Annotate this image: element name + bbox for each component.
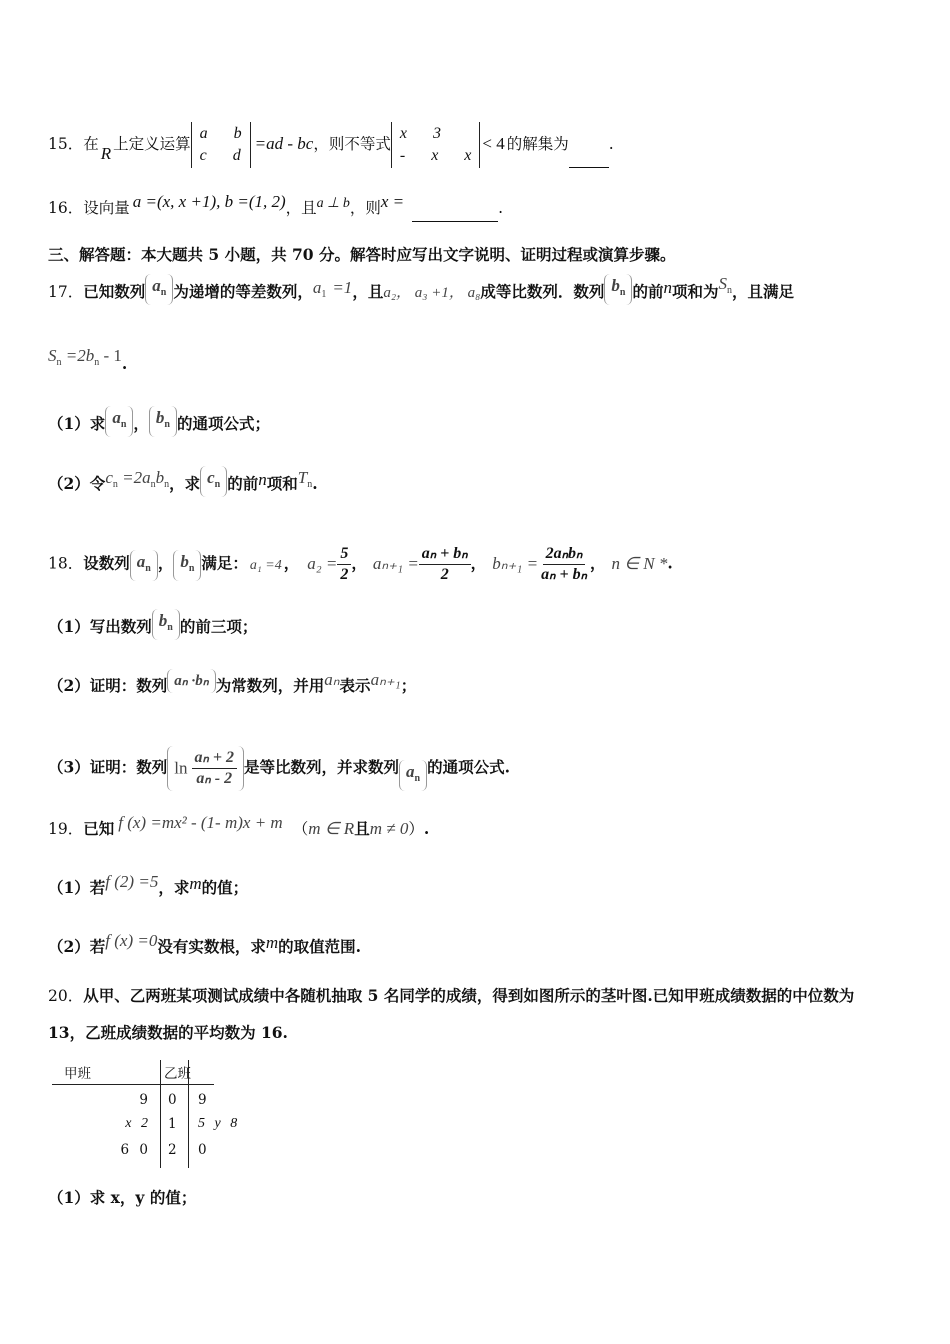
question-19: 19．已知 f (x) =mx² - (1- m)x + m （m ∈ R且m ≠ 0）.	[48, 813, 430, 838]
q15-determinant-1: a b c d	[191, 122, 251, 168]
stem-leaf-table	[52, 1060, 238, 1170]
q16-number: 16．	[48, 199, 84, 217]
q16-answer-blank[interactable]	[412, 203, 498, 222]
q15-text-1: 在	[83, 135, 99, 153]
q15-determinant-2: x 3 - x x	[391, 122, 481, 168]
q15-inequality: < 4	[482, 134, 505, 153]
q19-part-1: （1）若f (2) =5，求m的值；	[48, 872, 249, 897]
q17-Sn: $S_n$	[718, 274, 732, 296]
q17-text-7: ，且满足	[731, 282, 794, 301]
table-row-0-stem: 0	[168, 1092, 177, 1108]
q16-text-3: ，则	[349, 199, 381, 217]
q15-text-2: 上定义运算	[113, 135, 191, 153]
q15-text-4: 的解集为	[506, 135, 569, 153]
q16-perp: a ⊥ b	[316, 196, 350, 211]
q18-part-1: （1）写出数列 $b_n$ 的前三项；	[48, 615, 257, 646]
question-16	[48, 192, 504, 222]
q15-answer-blank[interactable]	[569, 149, 609, 168]
q17-n: n	[663, 278, 672, 297]
q17-text-4: 成等比数列．数列	[480, 282, 605, 301]
table-row-1-stem: 1	[168, 1116, 177, 1132]
q15-definition: =ad - bc	[254, 134, 314, 153]
q18-part-3: （3）证明：数列 ln $\frac{\text{aₙ + 2}}{\text{aₙ - 2}}$ 是等比数列，并求数列 $a_n$的通项公式.	[48, 746, 510, 791]
q17-text-1: 已知数列	[83, 282, 146, 301]
q18-ln-sequence: ln $\frac{\text{aₙ + 2}}{\text{aₙ - 2}}$	[167, 746, 244, 791]
table-row-2-right: 0	[198, 1142, 207, 1158]
q17-formula: $S_n =2b_n - 1$.	[48, 346, 128, 373]
q15-text-3: ，则不等式	[313, 135, 391, 153]
question-17	[48, 274, 794, 311]
q17-a1: $a_1 =1$	[312, 278, 353, 300]
q17-number: 17．	[48, 283, 84, 301]
q17-text-6: 项和为	[671, 282, 719, 301]
q17-text-3: ，且	[352, 282, 384, 301]
q16-text-1: 设向量	[83, 199, 130, 217]
table-head-left: 甲班	[64, 1066, 91, 1082]
question-20: 20．从甲、乙两班某项测试成绩中各随机抽取 5 名同学的成绩，得到如图所示的茎叶图.已知甲班成绩数据的中位数为	[48, 986, 855, 1005]
table-row-0-right: 9	[198, 1092, 207, 1108]
q17-seq-a: $a_n$	[145, 274, 173, 305]
question-15	[48, 122, 614, 168]
question-18: 18．设数列 $a_n$ ， $b_n$ 满足： a₁ =4 ， a₂ = $\frac{5}{2}$ ， aₙ₊₁ = $\frac{\text{aₙ + bₙ}}{2}$ ， bₙ₊₁ = $\frac{\text{2aₙbₙ}}{\text{aₙ + bₙ}}$ ， n ∈ N *.	[48, 545, 673, 583]
q17-text-5: 的前	[632, 282, 664, 301]
question-20-line-2: 13，乙班成绩数据的平均数为 16.	[48, 1023, 288, 1042]
q15-set-r: R	[100, 144, 112, 163]
q17-seq-b: $b_n$	[604, 274, 632, 305]
q16-vectors: a =(x, x +1), b =(1, 2)	[132, 192, 286, 211]
table-row-1-right: 5 y 8	[198, 1116, 238, 1131]
q15-period: .	[608, 135, 614, 153]
q17-terms: a₂， a₃ +1， a₈	[383, 285, 481, 301]
table-header-rule	[52, 1084, 214, 1085]
q15-number: 15．	[48, 135, 84, 153]
q16-x-eq: x =	[380, 192, 405, 211]
table-row-2-stem: 2	[168, 1142, 177, 1158]
table-row-0-left: 9	[139, 1092, 148, 1108]
q17-part-1: （1）求 $a_n$ ， $b_n$ 的通项公式；	[48, 412, 270, 443]
q16-period: .	[498, 199, 504, 217]
q20-part-1: （1）求 x，y 的值；	[48, 1188, 197, 1207]
section-3-heading: 三、解答题：本大题共 5 小题，共 70 分。解答时应写出文字说明、证明过程或演算步骤。	[48, 245, 676, 264]
table-divider-left	[160, 1060, 161, 1168]
q19-part-2: （2）若f (x) =0没有实数根，求m的取值范围.	[48, 931, 362, 956]
q17-text-2: 为递增的等差数列，	[173, 282, 313, 301]
q18-part-2: （2）证明：数列 aₙ ·bₙ 为常数列，并用aₙ表示aₙ₊₁；	[48, 670, 417, 695]
q16-text-2: ，且	[285, 199, 317, 217]
table-row-2-left: 6 0	[120, 1142, 148, 1158]
table-row-1-left: x 2	[125, 1116, 148, 1131]
q17-part-2: （2）令$c_n =2a_nb_n$，求 $c_n$ 的前n项和$T_n$.	[48, 472, 318, 503]
table-head-right: 乙班	[164, 1066, 191, 1082]
